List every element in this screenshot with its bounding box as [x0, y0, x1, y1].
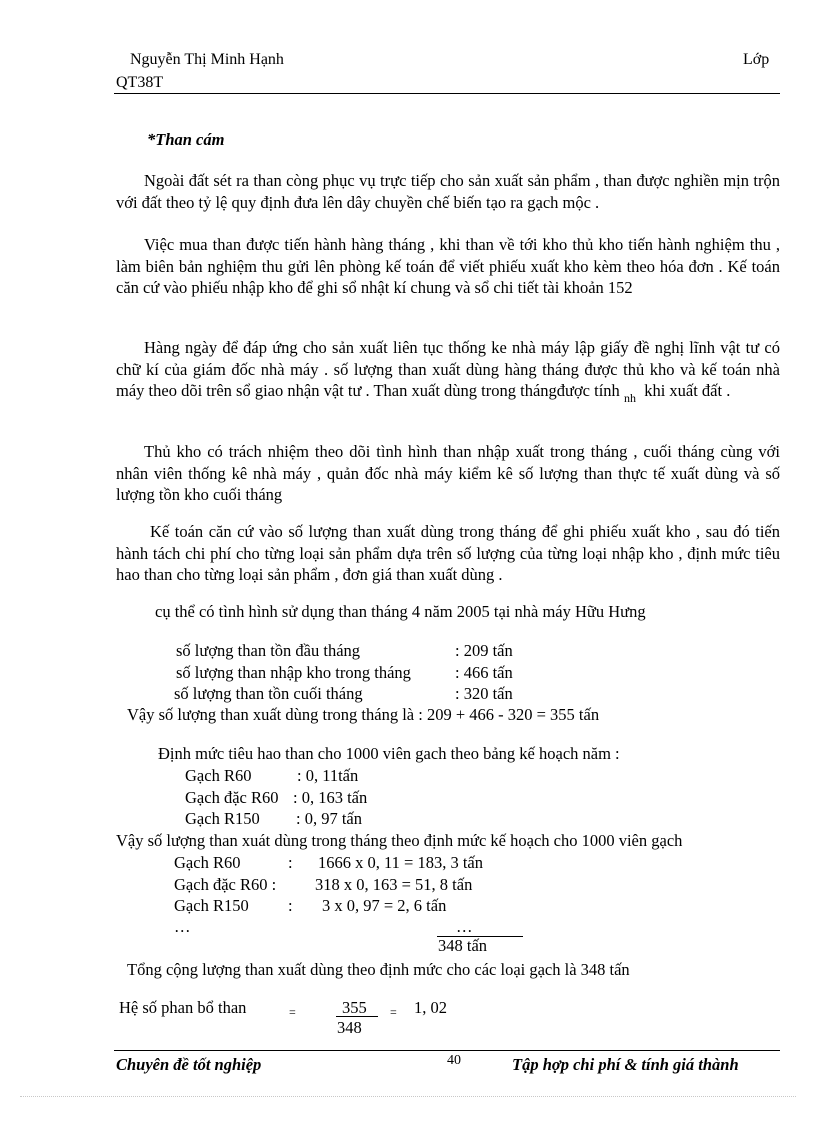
- page-edge-dots: [20, 1096, 796, 1097]
- header-author: Nguyễn Thị Minh Hạnh: [130, 51, 284, 68]
- footer-rule: [114, 1050, 780, 1051]
- header-rule: [114, 93, 780, 94]
- stock-value-opening: : 209 tấn: [455, 641, 513, 660]
- calc-ellipsis-left: …: [174, 917, 191, 936]
- norm-label-r150: Gạch R150: [185, 809, 260, 828]
- calc-colon-r60: :: [288, 853, 293, 872]
- paragraph-5-text: Kế toán căn cứ vào số lượng than xuất dùng trong tháng để ghi phiếu xuất kho , sau đó tiến hành tách chi phí cho từng loại sản phẩm dựa trên số lượng của từng loại nhập kho , định mức tiêu hao than cho từng loại sản phẩm , đơn giá than xuất dùng .: [116, 522, 780, 584]
- calc-label-r60: Gạch R60: [174, 853, 241, 872]
- stock-label-opening: số lượng than tồn đầu tháng: [176, 641, 361, 660]
- paragraph-2-text: Việc mua than được tiến hành hàng tháng , khi than về tới kho thủ kho tiến hành nghiệm thu , làm biên bản nghiệm thu gửi lên phòng kế toán để viết phiếu xuất kho kèm theo hóa đơn . Kế toán căn cứ vào phiếu nhập kho để ghi sổ nhật kí chung và sổ chi tiết tài khoản 152: [116, 235, 780, 297]
- paragraph-1: [116, 170, 780, 213]
- norm-value-r60: : 0, 11tấn: [297, 766, 359, 785]
- sum-total: 348 tấn: [438, 936, 488, 955]
- total-line: Tổng cộng lượng than xuất dùng theo định mức cho các loại gạch là 348 tấn: [127, 960, 630, 979]
- header-class-label: Lớp: [743, 51, 770, 68]
- coef-denominator: 348: [337, 1018, 362, 1037]
- footer-left: Chuyên đề tốt nghiệp: [116, 1055, 262, 1074]
- stock-label-closing: số lượng than tồn cuối tháng: [174, 684, 363, 703]
- norm-label-solid-r60: Gạch đặc R60: [185, 788, 279, 807]
- stock-value-import: : 466 tấn: [455, 663, 513, 682]
- coef-numerator: 355: [342, 998, 367, 1017]
- calc-expr-r150: 3 x 0, 97 = 2, 6 tấn: [322, 896, 447, 915]
- calc-label-solid-r60: Gạch đặc R60 :: [174, 875, 277, 894]
- calc-label-r150: Gạch R150: [174, 896, 249, 915]
- header-class-code: QT38T: [116, 74, 164, 91]
- section-title: *Than cám: [147, 130, 225, 149]
- calc-expr-solid-r60: 318 x 0, 163 = 51, 8 tấn: [315, 875, 473, 894]
- coef-fraction-bar: [336, 1016, 378, 1017]
- paragraph-5: [116, 521, 780, 586]
- norm-title: Định mức tiêu hao than cho 1000 viên gach theo bảng kế hoạch năm :: [158, 744, 620, 763]
- coef-label: Hệ số phan bổ than: [119, 998, 247, 1017]
- calc-colon-r150: :: [288, 896, 293, 915]
- paragraph-3: [116, 337, 780, 410]
- calc-title: Vậy số lượng than xuát dùng trong tháng theo định mức kế hoạch cho 1000 viên gạch: [116, 831, 683, 850]
- paragraph-4-text: Thủ kho có trách nhiệm theo dõi tình hình than nhập xuất trong tháng , cuối tháng cùng với nhân viên thống kê nhà máy , quản đốc nhà máy kiểm kê số lượng than thực tế xuất dùng và số lượng tồn kho cuối tháng: [116, 442, 780, 504]
- stock-label-import: số lượng than nhập kho trong tháng: [176, 663, 411, 682]
- footer-right: Tập hợp chi phí & tính giá thành: [512, 1055, 739, 1074]
- page-number: 40: [447, 1053, 461, 1068]
- norm-value-r150: : 0, 97 tấn: [296, 809, 362, 828]
- intro-line: cụ thể có tình hình sử dụng than tháng 4 năm 2005 tại nhà máy Hữu Hưng: [155, 602, 646, 621]
- coef-result: 1, 02: [414, 998, 447, 1017]
- paragraph-3-text: Hàng ngày để đáp ứng cho sản xuất liên tục thống ke nhà máy lập giấy đề nghị lĩnh vật tư có chữ kí của giám đốc nhà máy . số lượng than xuất dùng hàng tháng được thủ kho và kế toán nhà máy theo dõi trên sổ giao nhận vật tư . Than xuất dùng trong thángđược tính: [116, 338, 780, 400]
- coef-equals-1: =: [289, 1005, 296, 1019]
- paragraph-1-text: Ngoài đất sét ra than còng phục vụ trực tiếp cho sản xuất sản phẩm , than được nghiền mịn trộn với đất theo tỷ lệ quy định đưa lên dây chuyền chế biến tạo ra gạch mộc .: [116, 171, 780, 212]
- coef-equals-2: =: [390, 1005, 397, 1019]
- stock-value-closing: : 320 tấn: [455, 684, 513, 703]
- paragraph-3-subscript: nh: [623, 391, 636, 405]
- norm-label-r60: Gạch R60: [185, 766, 252, 785]
- paragraph-2: [116, 234, 780, 299]
- calc-expr-r60: 1666 x 0, 11 = 183, 3 tấn: [318, 853, 483, 872]
- calc-ellipsis-right: …: [456, 917, 473, 936]
- paragraph-3-tail: khi xuất đất .: [644, 381, 731, 400]
- usage-line: Vậy số lượng than xuất dùng trong tháng là : 209 + 466 - 320 = 355 tấn: [127, 705, 600, 724]
- norm-value-solid-r60: : 0, 163 tấn: [293, 788, 368, 807]
- paragraph-4: [116, 441, 780, 506]
